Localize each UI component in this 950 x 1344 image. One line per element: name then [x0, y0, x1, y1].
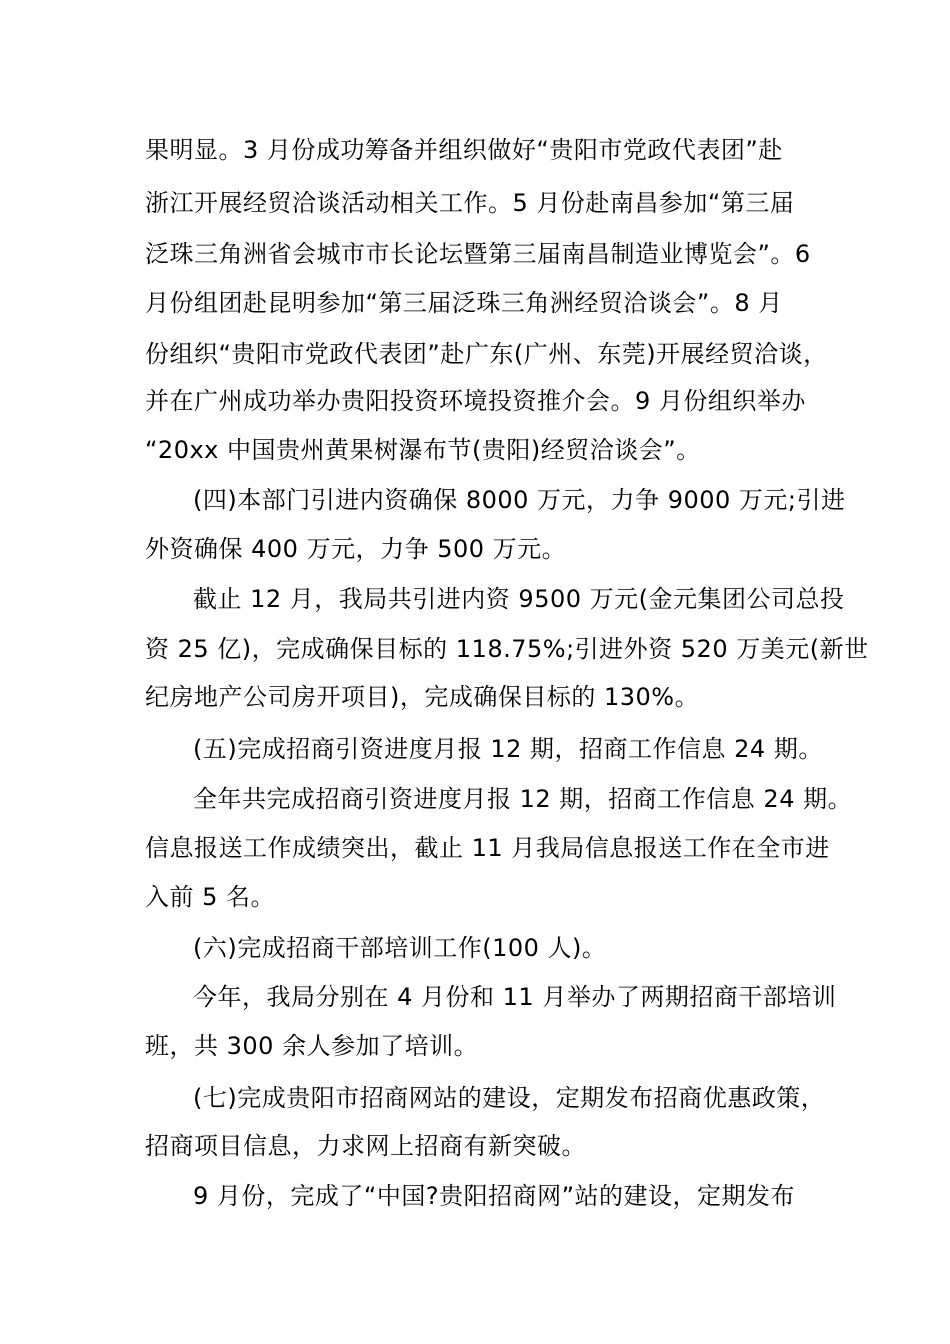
paragraph-line: “20xx 中国贵州黄果树瀑布节(贵阳)经贸洽谈会”。 [145, 436, 701, 464]
paragraph-line: 全年共完成招商引资进度月报 12 期，招商工作信息 24 期。 [193, 785, 853, 813]
paragraph-line: 月份组团赴昆明参加“第三届泛珠三角洲经贸洽谈会”。8 月 [145, 289, 783, 317]
paragraph-line: 泛珠三角洲省会城市市长论坛暨第三届南昌制造业博览会”。6 [145, 240, 811, 268]
paragraph-line: 果明显。3 月份成功筹备并组织做好“贵阳市党政代表团”赴 [145, 136, 783, 164]
paragraph-line: 截止 12 月，我局共引进内资 9500 万元(金元集团公司总投 [193, 585, 845, 613]
heading-five: (五)完成招商引资进度月报 12 期，招商工作信息 24 期。 [193, 735, 823, 763]
paragraph-line: 资 25 亿)，完成确保目标的 118.75%;引进外资 520 万美元(新世 [145, 635, 869, 663]
paragraph-line: 信息报送工作成绩突出，截止 11 月我局信息报送工作在全市进 [145, 834, 830, 862]
paragraph-line: 9 月份，完成了“中国?贵阳招商网”站的建设，定期发布 [193, 1182, 796, 1210]
heading-seven: (七)完成贵阳市招商网站的建设，定期发布招商优惠政策， [193, 1084, 826, 1112]
paragraph-line: 浙江开展经贸洽谈活动相关工作。5 月份赴南昌参加“第三届 [145, 189, 795, 217]
paragraph-line: 并在广州成功举办贵阳投资环境投资推介会。9 月份组织举办 [145, 387, 806, 415]
paragraph-line: 份组织“贵阳市党政代表团”赴广东(广州、东莞)开展经贸洽谈， [145, 340, 828, 368]
paragraph-line: 招商项目信息，力求网上招商有新突破。 [145, 1132, 586, 1160]
heading-six: (六)完成招商干部培训工作(100 人)。 [193, 934, 607, 962]
paragraph-line: 外资确保 400 万元，力争 500 万元。 [145, 535, 567, 563]
paragraph-line: 今年，我局分别在 4 月份和 11 月举办了两期招商干部培训 [193, 983, 837, 1011]
heading-four: (四)本部门引进内资确保 8000 万元，力争 9000 万元;引进 [193, 486, 846, 514]
paragraph-line: 入前 5 名。 [145, 883, 276, 911]
paragraph-line: 纪房地产公司房开项目)，完成确保目标的 130%。 [145, 683, 700, 711]
paragraph-line: 班，共 300 余人参加了培训。 [145, 1032, 479, 1060]
